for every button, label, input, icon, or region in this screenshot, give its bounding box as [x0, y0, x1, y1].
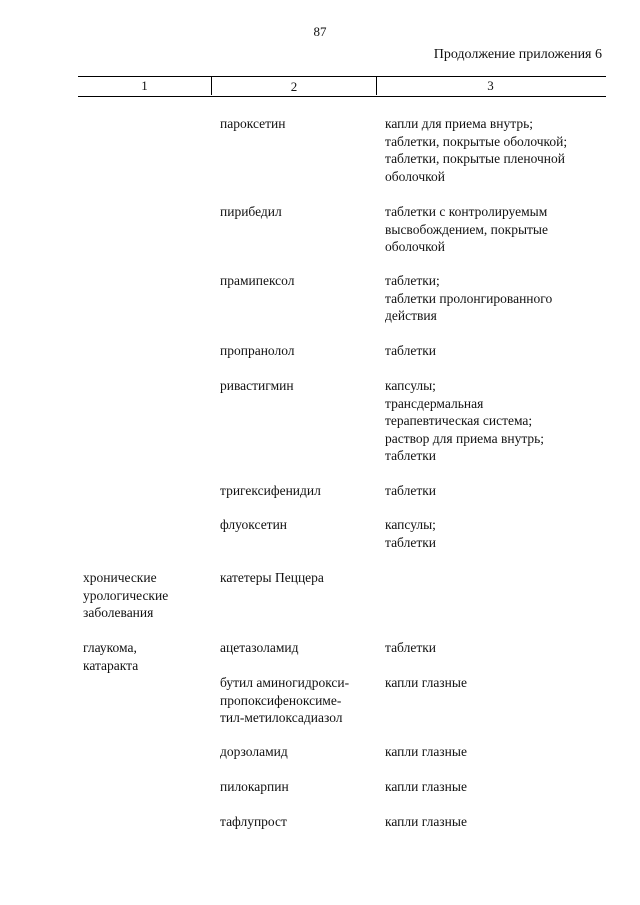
cell-line: тил-метилоксадиазол [220, 710, 343, 725]
drug-name-cell [220, 115, 380, 133]
cell-line: трансдермальная [385, 395, 484, 411]
cell-line: пароксетин [220, 116, 286, 131]
condition-cell [83, 639, 208, 674]
cell-line: бутил аминогидрокси- [220, 675, 350, 690]
dosage-form-cell [385, 778, 610, 796]
cell-line: таблетки; [385, 273, 440, 288]
cell-line: таблетки [385, 448, 437, 463]
cell-line: таблетки, покрытые оболочкой; [385, 133, 568, 149]
drug-name-cell [220, 377, 380, 395]
cell-line: флуоксетин [220, 517, 288, 532]
cell-line: капли глазные [385, 675, 467, 690]
cell-line: капли глазные [385, 814, 467, 829]
cell-line: ацетазоламид [220, 640, 299, 655]
dosage-form-cell [385, 639, 610, 657]
cell-line: таблетки, покрытые пленочной [385, 151, 566, 166]
cell-line: ривастигмин [220, 378, 294, 393]
cell-line: таблетки [385, 640, 437, 655]
drug-name-cell [220, 639, 380, 657]
dosage-form-cell [385, 516, 610, 551]
column-header-2: 2 [211, 77, 377, 95]
cell-line: хронические [83, 570, 157, 585]
cell-line: прамипексол [220, 273, 295, 288]
cell-line: таблетки [385, 483, 437, 498]
continuation-caption: Продолжение приложения 6 [433, 47, 602, 62]
dosage-form-cell [385, 743, 610, 761]
cell-line: урологические [83, 587, 169, 603]
cell-line: таблетки [385, 343, 437, 358]
drug-name-cell [220, 482, 380, 500]
cell-line: капли для приема внутрь; [385, 116, 533, 131]
dosage-form-cell [385, 115, 610, 185]
dosage-form-cell [385, 342, 610, 360]
cell-line: пропранолол [220, 343, 295, 358]
cell-line: глаукома, [83, 640, 137, 655]
dosage-form-cell [385, 203, 610, 256]
cell-line: пирибедил [220, 204, 282, 219]
dosage-form-cell [385, 377, 610, 465]
drug-name-cell [220, 674, 380, 727]
cell-line: тригексифенидил [220, 483, 321, 498]
drug-name-cell [220, 342, 380, 360]
cell-line: капли глазные [385, 744, 467, 759]
drug-name-cell [220, 778, 380, 796]
drug-name-cell [220, 743, 380, 761]
cell-line: пропоксифеноксиме- [220, 692, 342, 708]
cell-line: раствор для приема внутрь; [385, 430, 545, 446]
condition-cell [83, 569, 208, 622]
cell-line: оболочкой [385, 239, 445, 254]
drug-name-cell [220, 516, 380, 534]
dosage-form-cell [385, 482, 610, 500]
cell-line: капсулы; [385, 517, 436, 532]
column-header-1: 1 [141, 78, 148, 93]
drug-name-cell [220, 813, 380, 831]
cell-line: тафлупрост [220, 814, 287, 829]
cell-line: таблетки [385, 534, 437, 550]
cell-line: терапевтическая система; [385, 413, 533, 428]
cell-line: капсулы; [385, 378, 436, 393]
cell-line: действия [385, 308, 437, 323]
column-header-3: 3 [487, 78, 494, 93]
cell-line: таблетки пролонгированного [385, 290, 553, 306]
drug-name-cell [220, 272, 380, 290]
cell-line: высвобождением, покрытые [385, 221, 548, 237]
cell-line: катаракта [83, 657, 139, 673]
page-number: 87 [313, 24, 327, 39]
cell-line: пилокарпин [220, 779, 289, 794]
cell-line: капли глазные [385, 779, 467, 794]
dosage-form-cell [385, 272, 610, 325]
cell-line: таблетки с контролируемым [385, 204, 548, 219]
cell-line: катетеры Пеццера [220, 570, 324, 585]
cell-line: заболевания [83, 605, 154, 620]
drug-name-cell [220, 569, 380, 587]
dosage-form-cell [385, 674, 610, 692]
dosage-form-cell [385, 813, 610, 831]
cell-line: дорзоламид [220, 744, 288, 759]
drug-name-cell [220, 203, 380, 221]
table-header [78, 76, 606, 97]
cell-line: оболочкой [385, 168, 445, 184]
